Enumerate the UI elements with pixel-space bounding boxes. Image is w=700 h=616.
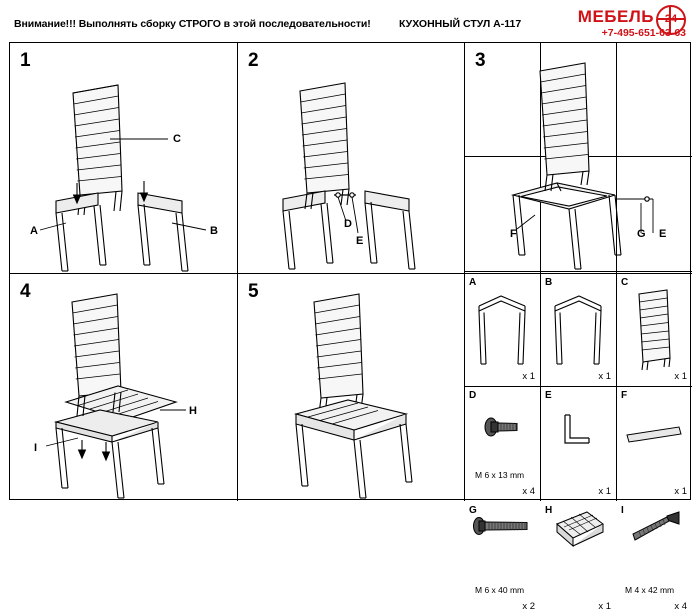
callout-label-f: F xyxy=(510,228,517,240)
callout-label-b: B xyxy=(210,225,218,237)
part-letter: F xyxy=(621,390,628,401)
part-cell-g xyxy=(465,502,540,616)
callout-label-e: E xyxy=(356,235,364,247)
product-model-title: КУХОННЫЙ СТУЛ А-117 xyxy=(399,18,522,30)
instruction-grid xyxy=(9,42,691,612)
page-header xyxy=(0,0,700,42)
brand-name: МЕБЕЛЬ xyxy=(577,7,654,26)
step-number: 3 xyxy=(475,50,486,71)
step-5-panel xyxy=(238,274,464,501)
part-qty: х 4 xyxy=(522,485,535,497)
part-qty: х 2 xyxy=(522,600,535,612)
part-cell-i xyxy=(617,502,692,616)
callout-label-e-step3: E xyxy=(659,228,667,240)
step-3-panel xyxy=(465,43,692,273)
callout-label-i: I xyxy=(34,442,38,454)
callout-label-c: C xyxy=(173,133,181,145)
step-number: 4 xyxy=(20,281,31,302)
part-cell-c xyxy=(617,274,692,386)
brand-phone: +7-495-651-63-63 xyxy=(601,27,686,39)
part-spec: M 6 x 13 mm xyxy=(475,469,525,480)
step-4-panel xyxy=(10,274,237,501)
step-number: 2 xyxy=(248,50,259,71)
part-qty: х 1 xyxy=(522,370,535,382)
step-1-panel xyxy=(10,43,237,273)
part-letter: D xyxy=(469,390,477,401)
part-letter: H xyxy=(545,505,553,516)
part-cell-h xyxy=(541,502,616,616)
part-i-illustration xyxy=(617,502,692,572)
step-2-panel xyxy=(238,43,464,273)
part-letter: C xyxy=(621,277,629,288)
brand-logo xyxy=(530,5,690,39)
step-2-illustration xyxy=(238,43,464,273)
part-b-illustration xyxy=(541,274,616,386)
part-cell-d xyxy=(465,387,540,501)
part-cell-f xyxy=(617,387,692,501)
part-qty: х 1 xyxy=(674,370,687,382)
part-letter: I xyxy=(621,505,624,516)
part-qty: х 4 xyxy=(674,600,687,612)
callout-label-a: A xyxy=(30,225,38,237)
step-number: 1 xyxy=(20,50,31,71)
part-d-illustration xyxy=(465,387,540,501)
part-letter: A xyxy=(469,277,477,288)
part-f-illustration xyxy=(617,387,692,501)
callout-label-g: G xyxy=(637,228,646,240)
part-qty: х 1 xyxy=(598,485,611,497)
part-e-illustration xyxy=(541,387,616,501)
step-number: 5 xyxy=(248,281,259,302)
part-letter: E xyxy=(545,390,552,401)
part-c-illustration xyxy=(617,274,692,386)
part-cell-e xyxy=(541,387,616,501)
part-spec: M 6 x 40 mm xyxy=(475,584,525,595)
part-cell-a xyxy=(465,274,540,386)
part-spec: M 4 x 42 mm xyxy=(625,584,675,595)
part-cell-b xyxy=(541,274,616,386)
part-qty: х 1 xyxy=(598,370,611,382)
part-letter: G xyxy=(469,505,477,516)
part-qty: х 1 xyxy=(598,600,611,612)
callout-label-h: H xyxy=(189,405,197,417)
part-a-illustration xyxy=(465,274,540,386)
step-1-illustration xyxy=(10,43,237,273)
part-letter: B xyxy=(545,277,553,288)
callout-label-d: D xyxy=(344,218,352,230)
badge-spoke-icon xyxy=(657,18,685,20)
part-qty: х 1 xyxy=(674,485,687,497)
warning-text: Внимание!!! Выполнять сборку СТРОГО в этой последовательности! xyxy=(14,18,371,30)
part-h-illustration xyxy=(541,502,616,572)
